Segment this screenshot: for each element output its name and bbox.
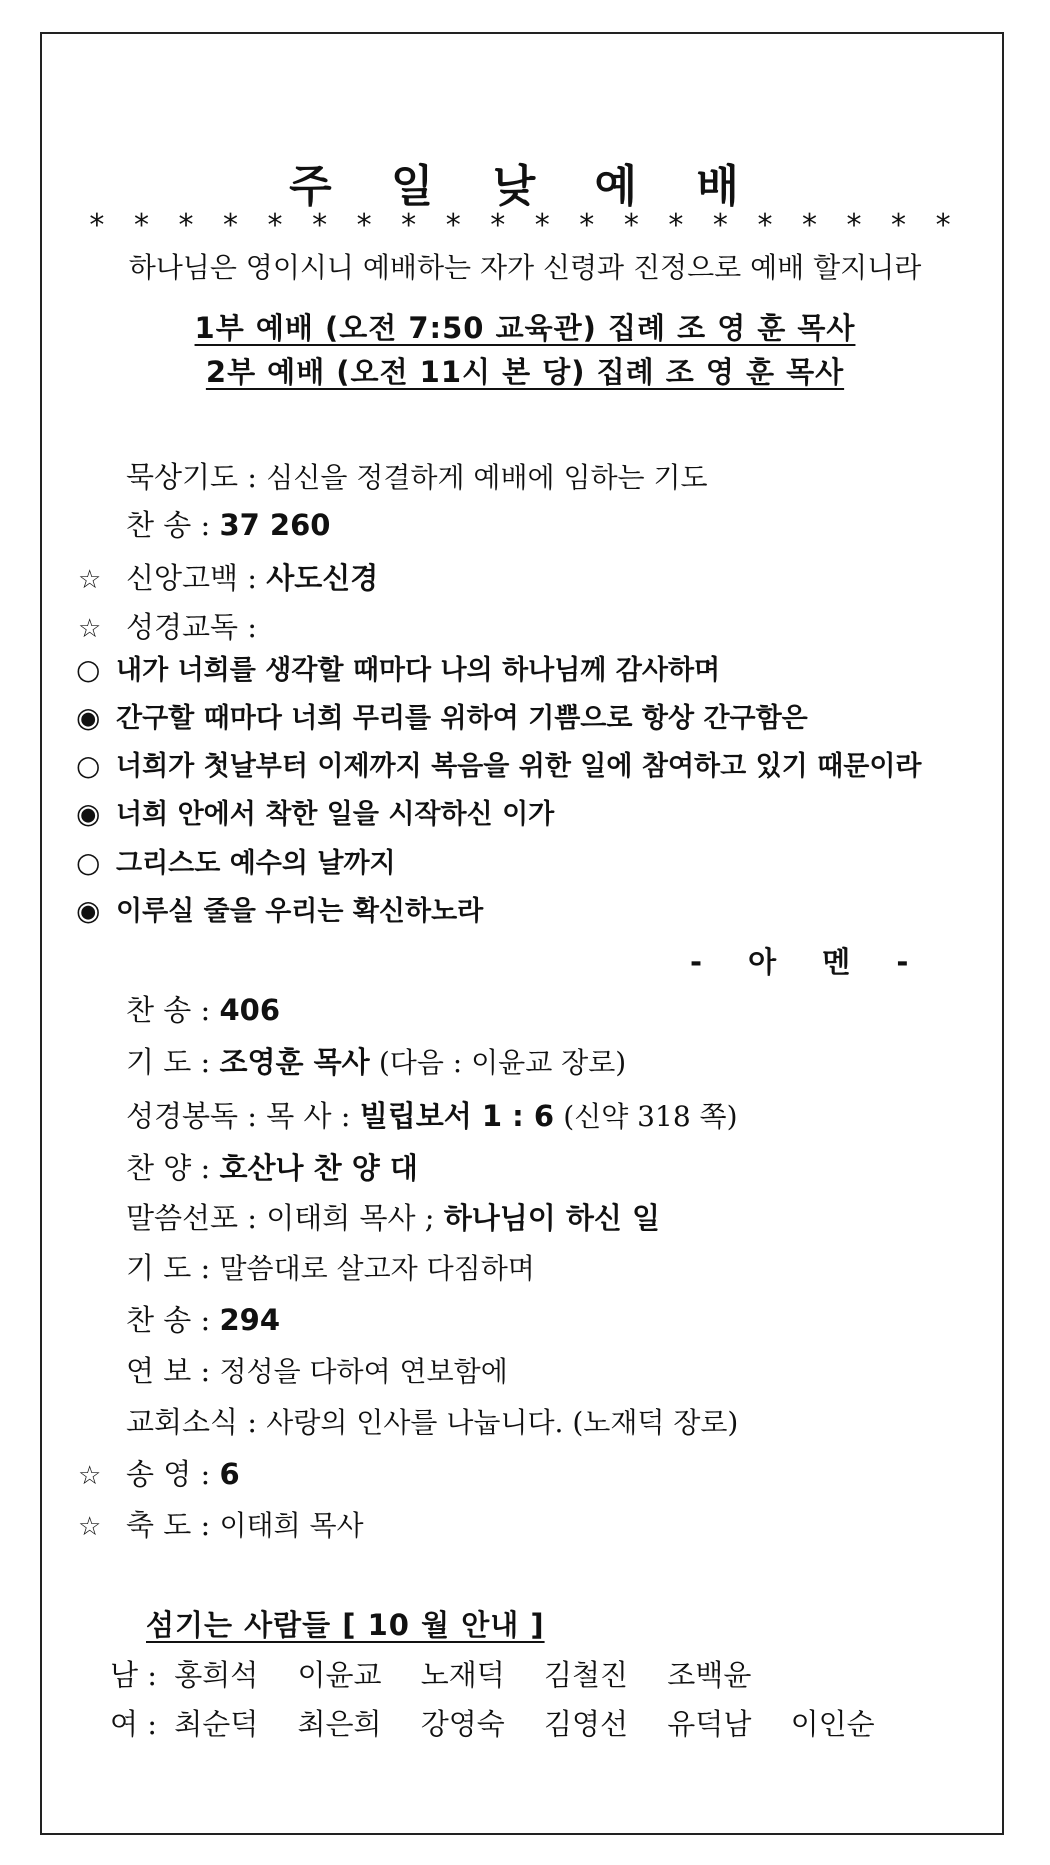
filled-circle-icon: ◉ <box>76 894 101 927</box>
order-row <box>78 556 378 597</box>
verse-line <box>76 841 396 880</box>
verse-text: 이루실 줄을 우리는 확신하노라 <box>116 896 484 927</box>
bulletin-frame <box>40 32 1004 1835</box>
usher-name: 유덕남 <box>667 1707 752 1741</box>
usher-name: 이인순 <box>790 1707 875 1741</box>
star-icon: ☆ <box>78 565 102 595</box>
filled-circle-icon: ◉ <box>76 701 101 734</box>
motto-verse: 하나님은 영이시니 예배하는 자가 신령과 진정으로 예배 할지니라 <box>128 251 922 284</box>
circle-icon: ○ <box>76 846 101 879</box>
session-2 <box>0 350 1050 391</box>
order-row <box>78 1400 738 1441</box>
verse-line <box>76 792 554 831</box>
usher-name: 김철진 <box>544 1658 629 1692</box>
row-note: 말씀대로 살고자 다짐하며 <box>219 1252 535 1285</box>
row-label: 찬 송 : <box>126 1303 211 1337</box>
row-value: 사도신경 <box>266 561 379 595</box>
usher-name: 홍희석 <box>174 1658 259 1692</box>
order-row <box>78 988 280 1029</box>
row-label: 찬 양 : <box>126 1151 211 1185</box>
row-label: 성경봉독 : <box>126 1099 258 1133</box>
row-value: 호산나 찬 양 대 <box>219 1151 418 1185</box>
row-label: 기 도 : <box>126 1251 211 1285</box>
order-row <box>78 503 330 544</box>
order-row <box>78 1094 738 1135</box>
star-icon: ☆ <box>78 614 102 644</box>
row-value: 294 <box>219 1303 281 1337</box>
row-label: 송 영 : <box>126 1457 211 1491</box>
verse-text: 간구할 때마다 너희 무리를 위하여 기쁨으로 항상 간구함은 <box>116 703 808 734</box>
ushers-women-label: 여 : <box>110 1707 158 1741</box>
row-label: 묵상기도 : <box>126 460 258 494</box>
verse-text: 그리스도 예수의 날까지 <box>116 848 396 879</box>
star-icon: ☆ <box>78 1512 102 1542</box>
usher-name: 노재덕 <box>420 1658 505 1692</box>
row-prefix: 목 사 : <box>266 1099 351 1133</box>
row-note: 이태희 목사 <box>219 1509 364 1542</box>
session-1-text: 1부 예배 (오전 7:50 교육관) 집례 조 영 훈 목사 <box>194 311 856 345</box>
order-row <box>78 1452 240 1493</box>
order-row <box>78 1349 508 1390</box>
session-2-text: 2부 예배 (오전 11시 본 당) 집례 조 영 훈 목사 <box>205 355 845 389</box>
verse-line <box>76 889 483 928</box>
star-divider: * * * * * * * * * * * * * * * * * * * * <box>89 208 961 243</box>
row-note: (신약 318 쪽) <box>563 1100 738 1133</box>
circle-icon: ○ <box>76 653 101 686</box>
order-row <box>78 1246 535 1287</box>
circle-icon: ○ <box>76 749 101 782</box>
row-label: 축 도 : <box>126 1508 211 1542</box>
ushers-men-label: 남 : <box>110 1658 158 1692</box>
ushers-women <box>110 1702 905 1743</box>
row-note: 사랑의 인사를 나눕니다. (노재덕 장로) <box>266 1406 739 1439</box>
row-label: 말씀선포 : <box>126 1201 258 1235</box>
usher-name: 이윤교 <box>297 1658 382 1692</box>
row-value: 빌립보서 1 : 6 <box>359 1099 555 1133</box>
row-label: 연 보 : <box>126 1354 211 1388</box>
row-value: 하나님이 하신 일 <box>443 1201 661 1235</box>
verse-text: 너희 안에서 착한 일을 시작하신 이가 <box>116 799 555 830</box>
row-label: 찬 송 : <box>126 993 211 1027</box>
row-note: 심신을 정결하게 예배에 임하는 기도 <box>266 461 708 494</box>
session-1 <box>0 306 1050 347</box>
verse-line <box>76 696 808 735</box>
row-note: 정성을 다하여 연보함에 <box>219 1355 508 1388</box>
page-title: 주 일 낮 예 배 <box>289 161 761 212</box>
row-label: 교회소식 : <box>126 1405 258 1439</box>
ushers-men <box>110 1653 781 1694</box>
ushers-title: 섬기는 사람들 [ 10 월 안내 ] <box>146 1608 545 1642</box>
row-label: 찬 송 : <box>126 508 211 542</box>
order-row <box>78 1146 418 1187</box>
verse-text: 내가 너희를 생각할 때마다 나의 하나님께 감사하며 <box>116 655 721 686</box>
usher-name: 최은희 <box>297 1707 382 1741</box>
usher-name: 김영선 <box>544 1707 629 1741</box>
row-value: 406 <box>219 993 281 1027</box>
usher-name: 강영숙 <box>420 1707 505 1741</box>
row-value: 6 <box>219 1457 240 1491</box>
order-row <box>78 1040 626 1081</box>
filled-circle-icon: ◉ <box>76 797 101 830</box>
usher-name: 최순덕 <box>174 1707 259 1741</box>
verse-line <box>76 744 922 783</box>
row-value: 37 260 <box>219 508 331 542</box>
star-icon: ☆ <box>78 1461 102 1491</box>
order-row <box>78 1298 280 1339</box>
row-note: (다음 : 이윤교 장로) <box>378 1046 627 1079</box>
amen: - 아 멘 - <box>690 945 927 979</box>
row-label: 기 도 : <box>126 1045 211 1079</box>
order-row <box>78 605 257 646</box>
row-label: 성경교독 : <box>126 610 258 644</box>
order-row <box>78 1196 660 1237</box>
row-prefix: 이태희 목사 ; <box>266 1201 435 1235</box>
row-value: 조영훈 목사 <box>219 1045 370 1079</box>
row-label: 신앙고백 : <box>126 561 258 595</box>
verse-text: 너희가 첫날부터 이제까지 복음을 위한 일에 참여하고 있기 때문이라 <box>116 751 922 782</box>
order-row <box>78 1503 364 1544</box>
order-row <box>78 455 708 496</box>
usher-name: 조백윤 <box>667 1658 752 1692</box>
verse-line <box>76 648 720 687</box>
